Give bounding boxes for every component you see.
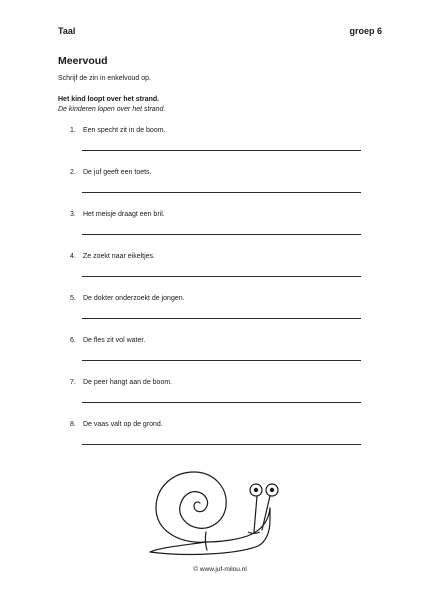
exercise-number: 1. xyxy=(70,127,76,134)
exercise-sentence: Het meisje draagt een bril. xyxy=(83,211,165,218)
footer-credit[interactable]: © www.juf-milou.nl xyxy=(193,566,247,573)
exercise-sentence: De vaas valt op de grond. xyxy=(83,421,163,428)
exercise-number: 8. xyxy=(70,421,76,428)
answer-line[interactable] xyxy=(82,276,361,277)
answer-line[interactable] xyxy=(82,192,361,193)
exercise-number: 3. xyxy=(70,211,76,218)
exercise-number: 6. xyxy=(70,337,76,344)
exercise-item xyxy=(0,127,440,167)
answer-line[interactable] xyxy=(82,402,361,403)
exercise-sentence: De fles zit vol water. xyxy=(83,337,146,344)
exercise-item xyxy=(0,337,440,377)
instruction-text: Schrijf de zin in enkelvoud op. xyxy=(58,75,151,82)
exercise-item xyxy=(0,211,440,251)
exercise-number: 7. xyxy=(70,379,76,386)
answer-line[interactable] xyxy=(82,150,361,151)
exercise-sentence: Ze zoekt naar eikeltjes. xyxy=(83,253,155,260)
snail-icon xyxy=(148,462,288,562)
exercise-item xyxy=(0,379,440,419)
exercise-item xyxy=(0,253,440,293)
exercise-sentence: Een specht zit in de boom. xyxy=(83,127,166,134)
exercise-number: 4. xyxy=(70,253,76,260)
answer-line[interactable] xyxy=(82,360,361,361)
exercise-number: 2. xyxy=(70,169,76,176)
exercise-item xyxy=(0,295,440,335)
exercise-number: 5. xyxy=(70,295,76,302)
page-title: Meervoud xyxy=(58,55,108,67)
answer-line[interactable] xyxy=(82,234,361,235)
exercise-sentence: De dokter onderzoekt de jongen. xyxy=(83,295,185,302)
answer-line[interactable] xyxy=(82,318,361,319)
exercise-sentence: De juf geeft een toets. xyxy=(83,169,152,176)
exercise-item xyxy=(0,421,440,461)
group-label: groep 6 xyxy=(349,26,382,36)
example-answer: De kinderen lopen over het strand. xyxy=(58,106,166,113)
example-sentence: Het kind loopt over het strand. xyxy=(58,96,160,103)
exercise-sentence: De peer hangt aan de boom. xyxy=(83,379,173,386)
subject-label: Taal xyxy=(58,26,76,36)
exercise-item xyxy=(0,169,440,209)
answer-line[interactable] xyxy=(82,444,361,445)
